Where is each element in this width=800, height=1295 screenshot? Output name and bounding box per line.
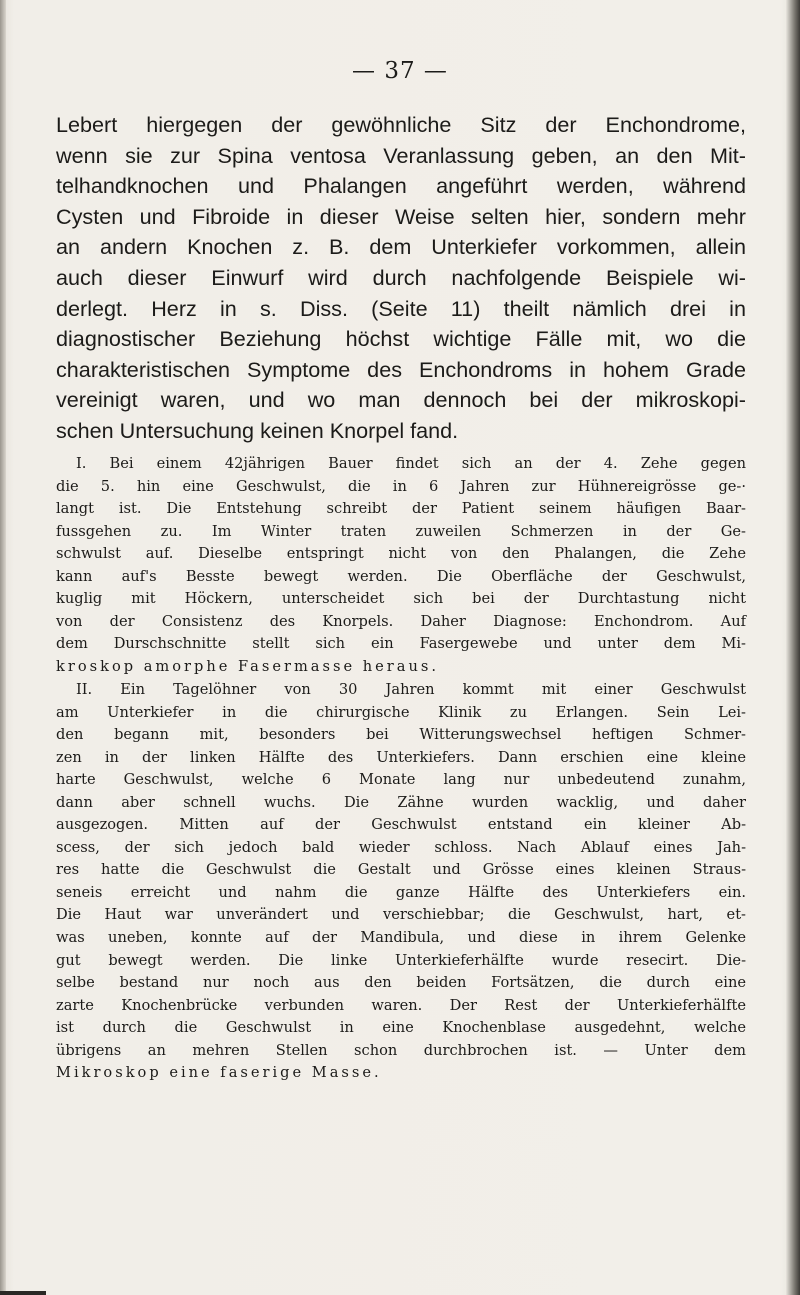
text-line: kuglig mit Höckern, unterscheidet sich bei der Durchtastung nicht	[56, 590, 746, 608]
text-line: seneis erreicht und nahm die ganze Hälfte des Unterkiefers ein.	[56, 883, 746, 901]
text-line: dann aber schnell wuchs. Die Zähne wurden wacklig, und daher	[56, 793, 746, 811]
text-line: harte Geschwulst, welche 6 Monate lang nur unbedeutend zunahm,	[56, 771, 746, 789]
page-binding-shadow	[786, 0, 800, 1295]
text-line: Die Haut war unverändert und verschiebbar; die Geschwulst, hart, et-	[56, 906, 746, 924]
text-line: zarte Knochenbrücke verbunden waren. Der Rest der Unterkieferhälfte	[56, 996, 746, 1014]
page-number: — 37 —	[352, 58, 448, 84]
text-line: gut bewegt werden. Die linke Unterkieferhälfte wurde resecirt. Die-	[56, 951, 746, 969]
text-line: I. Bei einem 42jährigen Bauer findet sich an der 4. Zehe gegen	[76, 455, 746, 472]
text-line: telhandknochen und Phalangen angeführt werden, während	[56, 173, 746, 199]
text-line: von der Consistenz des Knorpels. Daher Diagnose: Enchondrom. Auf	[56, 612, 746, 630]
page-left-edge-shadow	[0, 0, 6, 1295]
text-line: den begann mit, besonders bei Witterungswechsel heftigen Schmer-	[56, 726, 746, 744]
text-line: die 5. hin eine Geschwulst, die in 6 Jahren zur Hühnereigrösse ge-·	[56, 477, 746, 495]
text-line: Mikroskop eine faserige Masse.	[56, 1064, 382, 1082]
text-line: zen in der linken Hälfte des Unterkiefers. Dann erschien eine kleine	[56, 748, 746, 766]
case-one-paragraph	[56, 453, 746, 678]
text-line: Cysten und Fibroide in dieser Weise selten hier, sondern mehr	[56, 203, 746, 229]
text-line: am Unterkiefer in die chirurgische Klinik zu Erlangen. Sein Lei-	[56, 703, 746, 721]
text-line: schwulst auf. Dieselbe entspringt nicht von den Phalangen, die Zehe	[56, 545, 746, 563]
text-line: langt ist. Die Entstehung schreibt der Patient seinem häufigen Baar-	[56, 500, 746, 518]
text-line: diagnostischer Beziehung höchst wichtige Fälle mit, wo die	[56, 326, 746, 352]
text-line: übrigens an mehren Stellen schon durchbrochen ist. — Unter dem	[56, 1041, 746, 1059]
text-line: charakteristischen Symptome des Enchondroms in hohem Grade	[56, 356, 746, 382]
text-line: res hatte die Geschwulst die Gestalt und Grösse eines kleinen Straus-	[56, 861, 746, 879]
text-line: Lebert hiergegen der gewöhnliche Sitz der Enchondrome,	[56, 112, 746, 137]
text-line: kann auf's Besste bewegt werden. Die Oberfläche der Geschwulst,	[56, 567, 746, 585]
case-two-paragraph	[56, 679, 746, 1085]
text-line: wenn sie zur Spina ventosa Veranlassung geben, an den Mit-	[56, 142, 746, 168]
text-line: ausgezogen. Mitten auf der Geschwulst entstand ein kleiner Ab-	[56, 816, 746, 834]
text-line: schen Untersuchung keinen Knorpel fand.	[56, 417, 459, 443]
text-line: an andern Knochen z. B. dem Unterkiefer vorkommen, allein	[56, 234, 746, 260]
text-line: ist durch die Geschwulst in eine Knochenblase ausgedehnt, welche	[56, 1019, 746, 1037]
text-line: was uneben, konnte auf der Mandibula, und diese in ihrem Gelenke	[56, 929, 746, 947]
text-line: scess, der sich jedoch bald wieder schloss. Nach Ablauf eines Jah-	[56, 838, 746, 856]
text-line: derlegt. Herz in s. Diss. (Seite 11) theilt nämlich drei in	[56, 295, 746, 321]
text-line: auch dieser Einwurf wird durch nachfolgende Beispiele wi-	[56, 264, 746, 290]
main-paragraph	[56, 110, 746, 447]
text-line: fussgehen zu. Im Winter traten zuweilen Schmerzen in der Ge-	[56, 522, 746, 540]
text-line: II. Ein Tagelöhner von 30 Jahren kommt mit einer Geschwulst	[76, 681, 746, 698]
text-line: selbe bestand nur noch aus den beiden Fortsätzen, die durch eine	[56, 974, 746, 992]
text-line: dem Durschschnitte stellt sich ein Fasergewebe und unter dem Mi-	[56, 635, 746, 653]
text-line: vereinigt waren, und wo man dennoch bei der mikroskopi-	[56, 387, 746, 413]
text-line: kroskop amorphe Fasermasse heraus.	[56, 657, 439, 675]
scan-edge-mark	[0, 1291, 46, 1295]
